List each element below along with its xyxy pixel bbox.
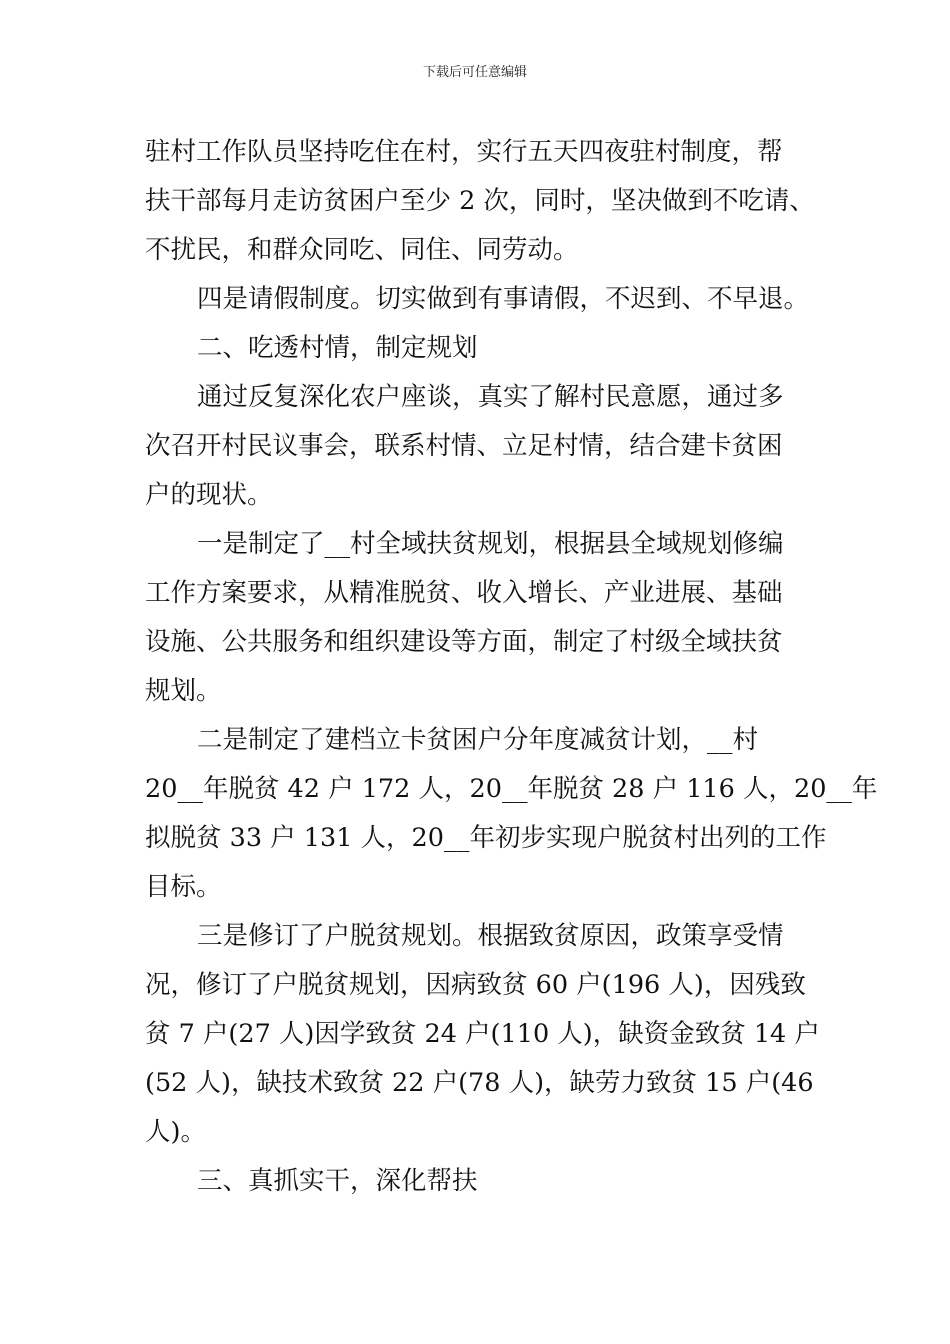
text-line: 况，修订了户脱贫规划，因病致贫 60 户(196 人)，因残致	[145, 970, 806, 1000]
text-line: 20__年脱贫 42 户 172 人，20__年脱贫 28 户 116 人，20__年	[145, 774, 878, 804]
text-line: 次召开村民议事会，联系村情、立足村情，结合建卡贫困	[145, 431, 783, 461]
text-line: 规划。	[145, 676, 222, 706]
text-line: 不扰民，和群众同吃、同住、同劳动。	[145, 235, 579, 265]
text-line: 工作方案要求，从精准脱贫、收入增长、产业进展、基础	[145, 578, 783, 608]
paragraph	[145, 373, 810, 520]
document-body	[145, 128, 878, 1206]
paragraph	[145, 520, 810, 716]
text-line: 驻村工作队员坚持吃住在村，实行五天四夜驻村制度，帮	[145, 137, 783, 167]
section-heading	[145, 1157, 810, 1206]
text-line: 三是修订了户脱贫规划。根据致贫原因，政策享受情	[197, 921, 784, 951]
text-line: 目标。	[145, 872, 222, 902]
text-line: 三、真抓实干，深化帮扶	[197, 1166, 478, 1196]
text-line: 通过反复深化农户座谈，真实了解村民意愿，通过多	[197, 382, 784, 412]
paragraph	[145, 716, 878, 912]
paragraph	[145, 912, 820, 1157]
paragraph	[145, 128, 815, 275]
text-line: 二是制定了建档立卡贫困户分年度减贫计划，__村	[197, 725, 759, 755]
page-header: 下载后可任意编辑	[422, 65, 527, 80]
text-line: 户的现状。	[145, 480, 273, 510]
text-line: 拟脱贫 33 户 131 人，20__年初步实现户脱贫村出列的工作	[145, 823, 827, 853]
text-line: 一是制定了__村全域扶贫规划，根据县全域规划修编	[197, 529, 784, 559]
paragraph	[145, 275, 810, 324]
text-line: 扶干部每月走访贫困户至少 2 次，同时，坚决做到不吃请、	[145, 186, 815, 216]
text-line: 二、吃透村情，制定规划	[197, 333, 478, 363]
text-line: 人)。	[145, 1117, 206, 1147]
section-heading	[145, 324, 810, 373]
text-line: 设施、公共服务和组织建设等方面，制定了村级全域扶贫	[145, 627, 783, 657]
text-line: 贫 7 户(27 人)因学致贫 24 户(110 人)，缺资金致贫 14 户	[145, 1019, 820, 1049]
text-line: (52 人)，缺技术致贫 22 户(78 人)，缺劳力致贫 15 户(46	[145, 1068, 814, 1098]
text-line: 四是请假制度。切实做到有事请假，不迟到、不早退。	[197, 284, 810, 314]
